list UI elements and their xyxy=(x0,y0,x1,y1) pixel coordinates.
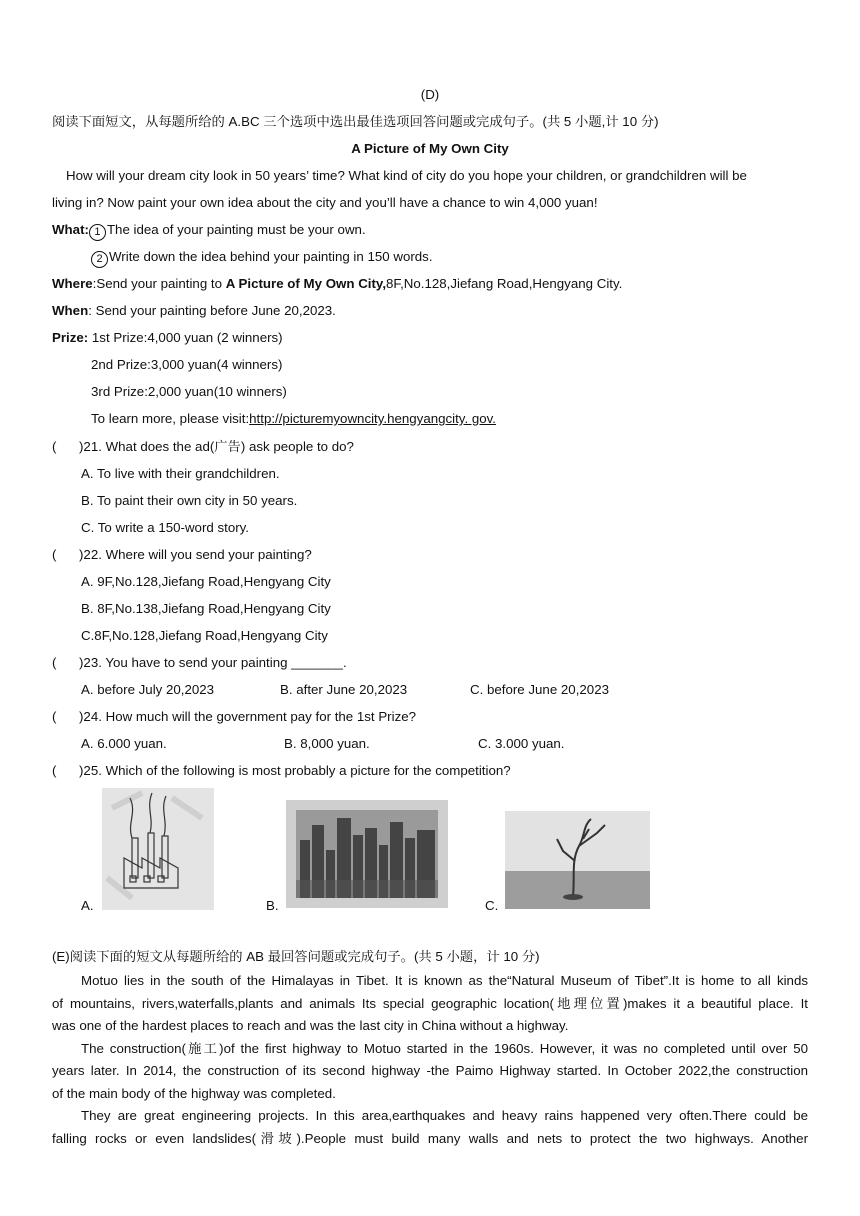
when-label: When xyxy=(52,303,89,318)
answer-paren: ( xyxy=(52,655,57,670)
question-24-option-b: B. 8,000 yuan. xyxy=(284,736,370,751)
where-bold: A Picture of My Own City, xyxy=(225,276,387,291)
paragraph-2-line-3: of the main body of the highway was completed. xyxy=(52,1086,336,1101)
prize-2: 2nd Prize:3,000 yuan(4 winners) xyxy=(91,357,283,372)
question-23-option-b: B. after June 20,2023 xyxy=(280,682,408,697)
answer-paren: ( xyxy=(52,439,57,454)
question-23-option-c: C. before June 20,2023 xyxy=(470,682,609,697)
question-22-stem: )22. Where will you send your painting? xyxy=(79,547,312,562)
intro-line-1: How will your dream city look in 50 years’ time? What kind of city do you hope your children, or grandchildren will be xyxy=(66,168,747,183)
question-22-option-b: B. 8F,No.138,Jiefang Road,Hengyang City xyxy=(81,601,331,616)
where-line xyxy=(52,275,622,293)
question-25-option-c-label: C. xyxy=(485,898,499,913)
question-22-option-a: A. 9F,No.128,Jiefang Road,Hengyang City xyxy=(81,574,331,589)
paragraph-1-line-3: was one of the hardest places to reach and was the last city in China without a highway. xyxy=(52,1018,569,1033)
answer-paren: ( xyxy=(52,547,57,562)
when-text: : Send your painting before June 20,2023. xyxy=(88,303,336,318)
what-line-2 xyxy=(91,248,433,268)
passage-title: A Picture of My Own City xyxy=(351,141,509,156)
prize-line-1 xyxy=(52,329,283,347)
question-24-option-c: C. 3.000 yuan. xyxy=(478,736,565,751)
paragraph-3-line-1: They are great engineering projects. In this area,earthquakes and heavy rains happened very often.There could be xyxy=(81,1108,808,1123)
paragraph-1-line-2: of mountains, rivers,waterfalls,plants and animals Its special geographic location(地理位置)makes it a beautiful place. It xyxy=(52,996,808,1011)
city-skyline-image xyxy=(286,800,448,908)
question-21-option-b: B. To paint their own city in 50 years. xyxy=(81,493,298,508)
paragraph-2-line-1: The construction(施工)of the first highway to Motuo started in the 1960s. However, it was no completed until over 50 xyxy=(81,1041,808,1056)
section-label: (D) xyxy=(420,87,440,102)
prize-label: Prize: xyxy=(52,330,89,345)
section-d-instructions: 阅读下面短文，从每题所给的 A.BC 三个选项中选出最佳选项回答问题或完成句子。(共 5 小题,计 10 分) xyxy=(52,114,659,129)
what-item-2: Write down the idea behind your painting in 150 words. xyxy=(109,249,433,264)
where-text-2: 8F,No.128,Jiefang Road,Hengyang City. xyxy=(386,276,623,291)
learn-more-line xyxy=(91,410,496,428)
circled-number: 1 xyxy=(89,224,106,241)
question-23-option-a: A. before July 20,2023 xyxy=(81,682,215,697)
intro-line-2: living in? Now paint your own idea about the city and you’ll have a chance to win 4,000 yuan! xyxy=(52,195,598,210)
question-21-option-c: C. To write a 150-word story. xyxy=(81,520,249,535)
what-item-1: The idea of your painting must be your own. xyxy=(106,222,366,237)
question-25-option-a-label: A. xyxy=(81,898,94,913)
learn-more-text: To learn more, please visit: xyxy=(91,411,250,426)
circled-number: 2 xyxy=(91,251,108,268)
where-text-1: :Send your painting to xyxy=(92,276,226,291)
where-label: Where xyxy=(52,276,93,291)
paragraph-1-line-1: Motuo lies in the south of the Himalayas in Tibet. It is known as the“Natural Museum of Tibet”.It is home to all kinds xyxy=(81,973,808,988)
question-25-option-b-label: B. xyxy=(266,898,279,913)
question-21-stem: )21. What does the ad(广告) ask people to do? xyxy=(79,439,354,454)
question-22-option-c: C.8F,No.128,Jiefang Road,Hengyang City xyxy=(81,628,328,643)
prize-1: 1st Prize:4,000 yuan (2 winners) xyxy=(88,330,283,345)
question-24-stem: )24. How much will the government pay for the 1st Prize? xyxy=(79,709,417,724)
section-e-instructions: (E)阅读下面的短文从每题所给的 AB 最回答问题或完成句子。(共 5 小题，计 10 分) xyxy=(52,949,540,964)
prize-3: 3rd Prize:2,000 yuan(10 winners) xyxy=(91,384,287,399)
what-line-1 xyxy=(52,221,366,241)
paragraph-2-line-2: years later. In 2014, the construction of its second highway -the Paimo Highway started. In October 2022,the construction xyxy=(52,1063,808,1078)
paragraph-3-line-2: falling rocks or even landslides(滑坡).People must build many walls and nets to protect the two highways. Another xyxy=(52,1131,808,1146)
when-line xyxy=(52,302,336,320)
question-25-stem: )25. Which of the following is most probably a picture for the competition? xyxy=(79,763,511,778)
question-24-option-a: A. 6.000 yuan. xyxy=(81,736,167,751)
question-23-stem: )23. You have to send your painting _______. xyxy=(79,655,347,670)
what-label: What: xyxy=(52,222,89,237)
factory-sketch-image xyxy=(102,788,214,910)
website-link[interactable]: http://picturemyowncity.hengyangcity. gov. xyxy=(249,411,497,426)
answer-paren: ( xyxy=(52,763,57,778)
answer-paren: ( xyxy=(52,709,57,724)
dead-tree-image xyxy=(505,811,650,909)
question-21-option-a: A. To live with their grandchildren. xyxy=(81,466,280,481)
